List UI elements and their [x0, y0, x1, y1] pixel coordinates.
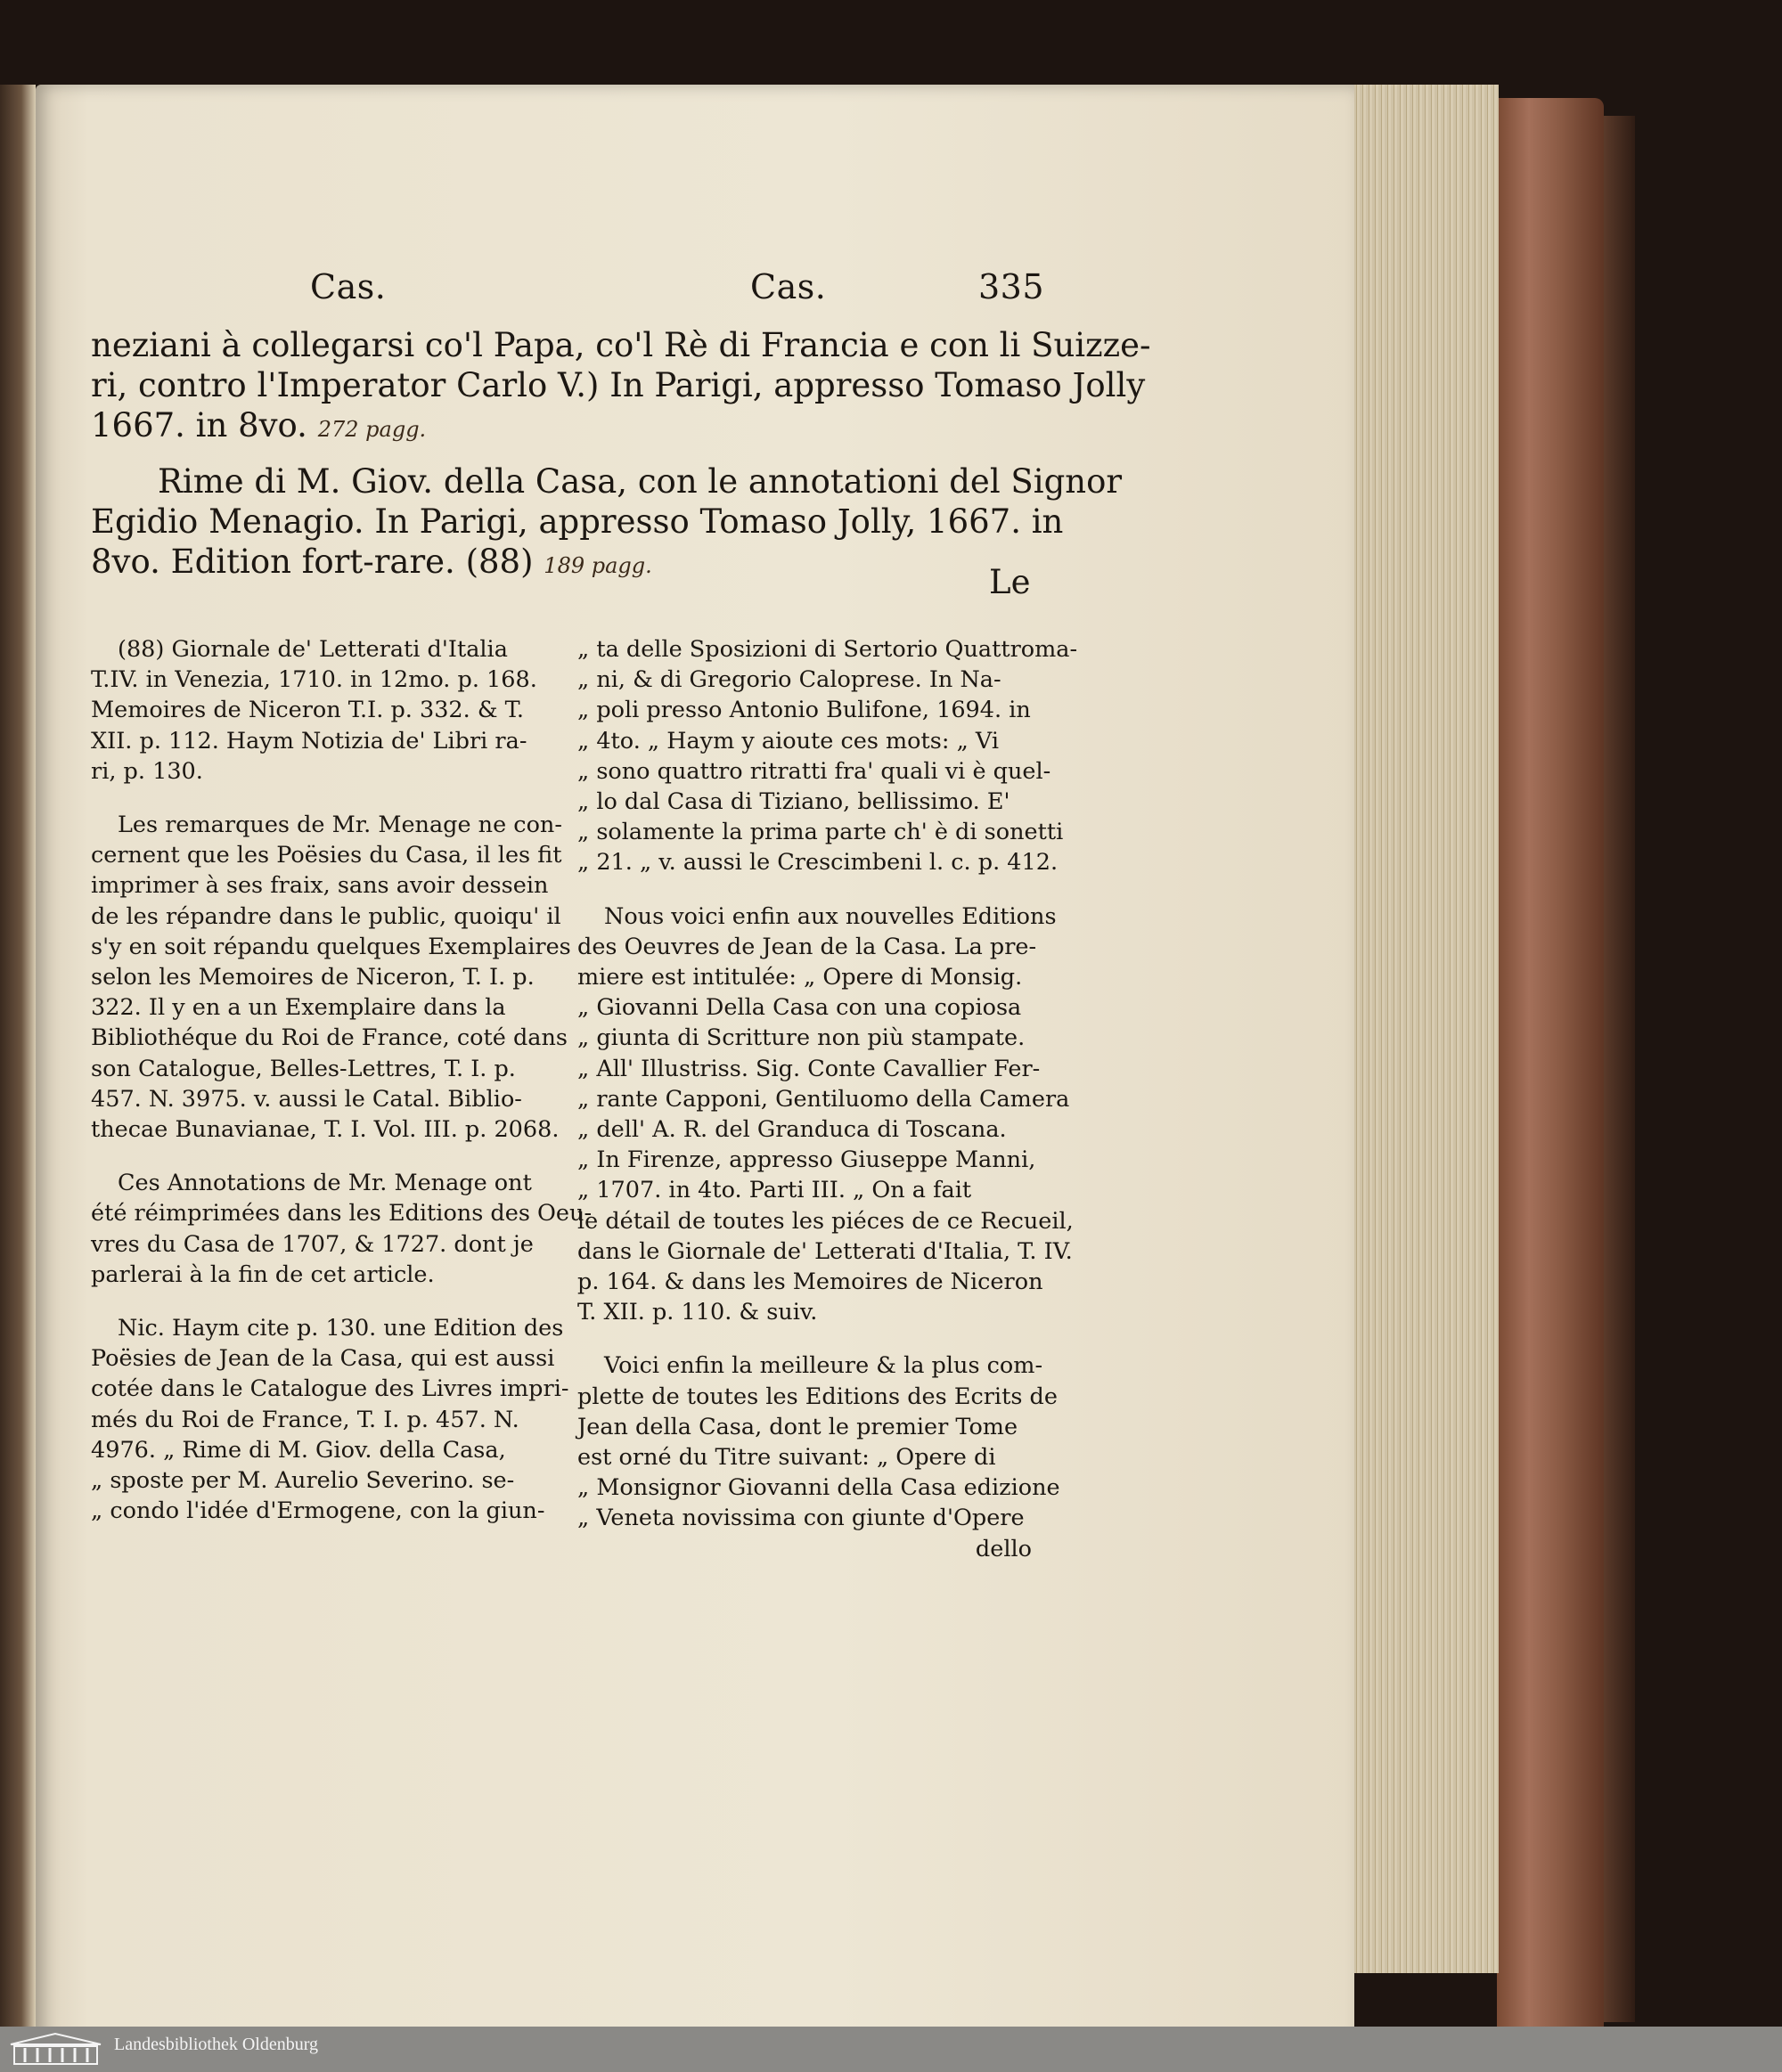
main-line: neziani à collegarsi co'l Papa, co'l Rè di Francia e con li Suizze- [91, 326, 1151, 364]
running-head-left: Cas. [310, 267, 387, 306]
text-line: T. XII. p. 110. & suiv. [577, 1299, 818, 1326]
text-line: „ Veneta novissima con giunte d'Opere [577, 1505, 1025, 1532]
text-line: „ giunta di Scritture non più stampate. [577, 1024, 1026, 1052]
text-line: s'y en soit répandu quelques Exemplaires [91, 933, 571, 960]
paragraph [91, 634, 545, 787]
text-line: cotée dans le Catalogue des Livres impri- [91, 1375, 569, 1403]
running-head-center: Cas. [750, 267, 827, 306]
text-line: Nic. Haym cite p. 130. une Edition des [118, 1315, 564, 1342]
rime-line: Rime di M. Giov. della Casa, con le annotationi del Signor [158, 462, 1123, 501]
rime-line: Egidio Menagio. In Parigi, appresso Tomaso Jolly, 1667. in [91, 502, 1064, 541]
paragraph [91, 1313, 569, 1526]
text-line: miere est intitulée: „ Opere di Monsig. [577, 964, 1023, 991]
text-line: selon les Memoires de Niceron, T. I. p. [91, 964, 535, 991]
text-line: „ solamente la prima parte ch' è di sonetti [577, 819, 1064, 846]
facing-page-edge [0, 85, 36, 2035]
text-line: dans le Giornale de' Letterati d'Italia, T. IV. [577, 1237, 1073, 1265]
text-line: 322. Il y en a un Exemplaire dans la [91, 994, 506, 1022]
text-line: „ sposte per M. Aurelio Severino. se- [91, 1467, 515, 1495]
text-line: 457. N. 3975. v. aussi le Catal. Biblio- [91, 1085, 522, 1113]
text-line: „ rante Capponi, Gentiluomo della Camera [577, 1085, 1070, 1113]
paragraph [577, 1350, 1060, 1563]
text-line: „ 1707. in 4to. Parti III. „ On a fait [577, 1177, 972, 1204]
text-line: cernent que les Poësies du Casa, il les fit [91, 842, 562, 869]
text-line: „ 21. „ v. aussi le Crescimbeni l. c. p. 412. [577, 849, 1059, 877]
text-line: Jean della Casa, dont le premier Tome [577, 1413, 1018, 1440]
text-line: „ ta delle Sposizioni di Sertorio Quattroma- [577, 636, 1078, 663]
text-line: thecae Bunavianae, T. I. Vol. III. p. 2068. [91, 1116, 560, 1144]
text-line: Ces Annotations de Mr. Menage ont [118, 1170, 532, 1197]
text-line: Les remarques de Mr. Menage ne con- [118, 812, 562, 839]
handwritten-note: 272 pagg. [317, 417, 427, 442]
text-line: „ All' Illustriss. Sig. Conte Cavallier Fer- [577, 1055, 1041, 1082]
library-building-icon [9, 2032, 102, 2066]
text-line: Voici enfin la meilleure & la plus com- [604, 1352, 1043, 1380]
text-line: été réimprimées dans les Editions des Oeu- [91, 1200, 593, 1228]
text-line: „ ni, & di Gregorio Caloprese. In Na- [577, 666, 1001, 694]
handwritten-note: 189 pagg. [544, 553, 652, 578]
catchword: Le [989, 563, 1031, 601]
text-line: „ In Firenze, appresso Giuseppe Manni, [577, 1146, 1036, 1174]
text-line: „ condo l'idée d'Ermogene, con la giun- [91, 1497, 545, 1525]
paragraph [577, 901, 1074, 1328]
text-line: est orné du Titre suivant: „ Opere di [577, 1444, 996, 1472]
text-line: „ poli presso Antonio Bulifone, 1694. in [577, 697, 1031, 724]
text-line: Poësies de Jean de la Casa, qui est aussi [91, 1345, 555, 1373]
text-line: dello [975, 1535, 1032, 1562]
main-text-continuation [91, 325, 1151, 450]
text-line: des Oeuvres de Jean de la Casa. La pre- [577, 933, 1037, 960]
paragraph [91, 1168, 593, 1290]
text-line: Bibliothéque du Roi de France, coté dans [91, 1024, 568, 1052]
text-line: XII. p. 112. Haym Notizia de' Libri ra- [91, 727, 527, 755]
text-line: son Catalogue, Belles-Lettres, T. I. p. [91, 1055, 516, 1082]
text-line: imprimer à ses fraix, sans avoir dessein [91, 872, 549, 900]
left-column [91, 634, 593, 1549]
text-line: plette de toutes les Editions des Ecrits de [577, 1383, 1058, 1410]
rime-line: 8vo. Edition fort-rare. (88) 189 pagg. [91, 542, 652, 581]
text-line: „ Giovanni Della Casa con una copiosa [577, 994, 1022, 1022]
page-number: 335 [978, 267, 1045, 306]
text-line: vres du Casa de 1707, & 1727. dont je [91, 1230, 534, 1258]
paragraph [91, 810, 571, 1145]
text-line: Nous voici enfin aux nouvelles Editions [604, 902, 1057, 930]
text-line: Memoires de Niceron T.I. p. 332. & T. [91, 697, 525, 724]
right-column [577, 634, 1078, 1587]
text-line: p. 164. & dans les Memoires de Niceron [577, 1268, 1043, 1296]
text-line: de les répandre dans le public, quoiqu' il [91, 902, 561, 930]
page-stack-edge [1345, 85, 1499, 1973]
text-line: „ 4to. „ Haym y aioute ces mots: „ Vi [577, 727, 1000, 755]
text-line: „ dell' A. R. del Granduca di Toscana. [577, 1116, 1007, 1144]
book-spine [1604, 116, 1635, 2022]
rime-entry [91, 461, 1123, 586]
main-line: ri, contro l'Imperator Carlo V.) In Parigi, appresso Tomaso Jolly [91, 366, 1146, 404]
text-line: 4976. „ Rime di M. Giov. della Casa, [91, 1436, 506, 1464]
text-line: parlerai à la fin de cet article. [91, 1260, 435, 1288]
text-line: més du Roi de France, T. I. p. 457. N. [91, 1406, 519, 1433]
library-name: Landesbibliothek Oldenburg [114, 2035, 319, 2054]
text-line: le détail de toutes les piéces de ce Recueil, [577, 1207, 1074, 1235]
text-line: „ Monsignor Giovanni della Casa edizione [577, 1474, 1060, 1502]
text-line: T.IV. in Venezia, 1710. in 12mo. p. 168. [91, 666, 537, 694]
text-line: „ lo dal Casa di Tiziano, bellissimo. E' [577, 788, 1010, 816]
text-line: (88) Giornale de' Letterati d'Italia [118, 636, 508, 663]
main-line: 1667. in 8vo. 272 pagg. [91, 406, 427, 445]
text-line: „ sono quattro ritratti fra' quali vi è quel- [577, 757, 1051, 785]
text-line: ri, p. 130. [91, 757, 203, 785]
book-cover [1497, 98, 1604, 2040]
paragraph [577, 634, 1078, 878]
